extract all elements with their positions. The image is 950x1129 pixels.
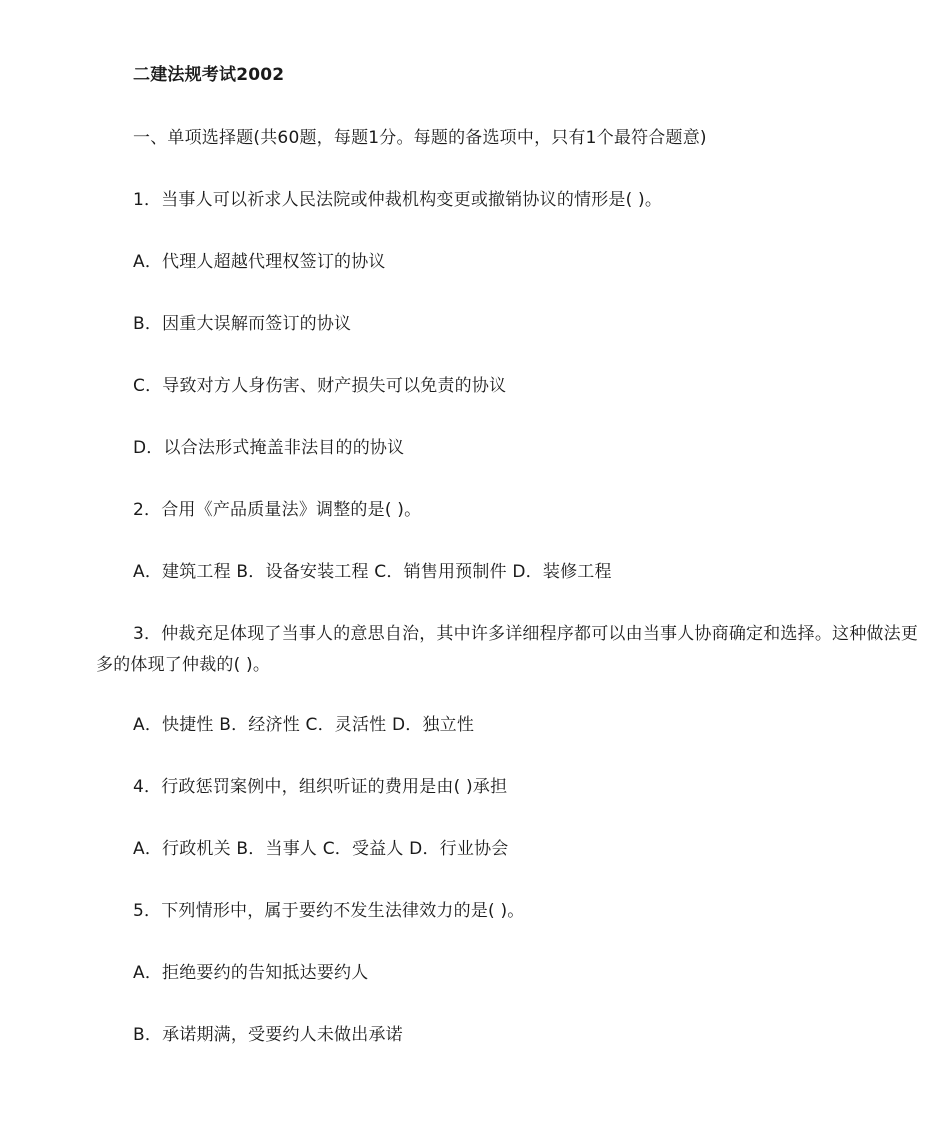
document-title: 二建法规考试2002	[133, 65, 285, 85]
question-2-options: A．建筑工程 B．设备安装工程 C．销售用预制件 D．装修工程	[133, 562, 612, 582]
question-5-option-b: B．承诺期满，受要约人未做出承诺	[133, 1025, 403, 1045]
question-1-option-c: C．导致对方人身伤害、财产损失可以免责的协议	[133, 376, 507, 396]
question-4-stem: 4．行政惩罚案例中，组织听证的费用是由( )承担	[133, 777, 508, 797]
question-5-option-a: A．拒绝要约的告知抵达要约人	[133, 963, 369, 983]
question-2-stem: 2．合用《产品质量法》调整的是( )。	[133, 500, 422, 520]
question-3-stem: 3．仲裁充足体现了当事人的意思自治，其中许多详细程序都可以由当事人协商确定和选择。这种做法更多的体现了仲裁的( )。	[96, 624, 919, 675]
question-1-stem: 1．当事人可以祈求人民法院或仲裁机构变更或撤销协议的情形是( )。	[133, 190, 663, 210]
question-3-options: A．快捷性 B．经济性 C．灵活性 D．独立性	[133, 715, 475, 735]
question-5-stem: 5．下列情形中，属于要约不发生法律效力的是( )。	[133, 901, 525, 921]
question-4-options: A．行政机关 B．当事人 C．受益人 D．行业协会	[133, 839, 509, 859]
question-1-option-b: B．因重大误解而签订的协议	[133, 314, 352, 334]
section-heading: 一、单项选择题(共60题，每题1分。每题的备选项中，只有1个最符合题意)	[133, 128, 707, 148]
question-1-option-d: D．以合法形式掩盖非法目的的协议	[133, 438, 405, 458]
question-1-option-a: A．代理人超越代理权签订的协议	[133, 252, 386, 272]
